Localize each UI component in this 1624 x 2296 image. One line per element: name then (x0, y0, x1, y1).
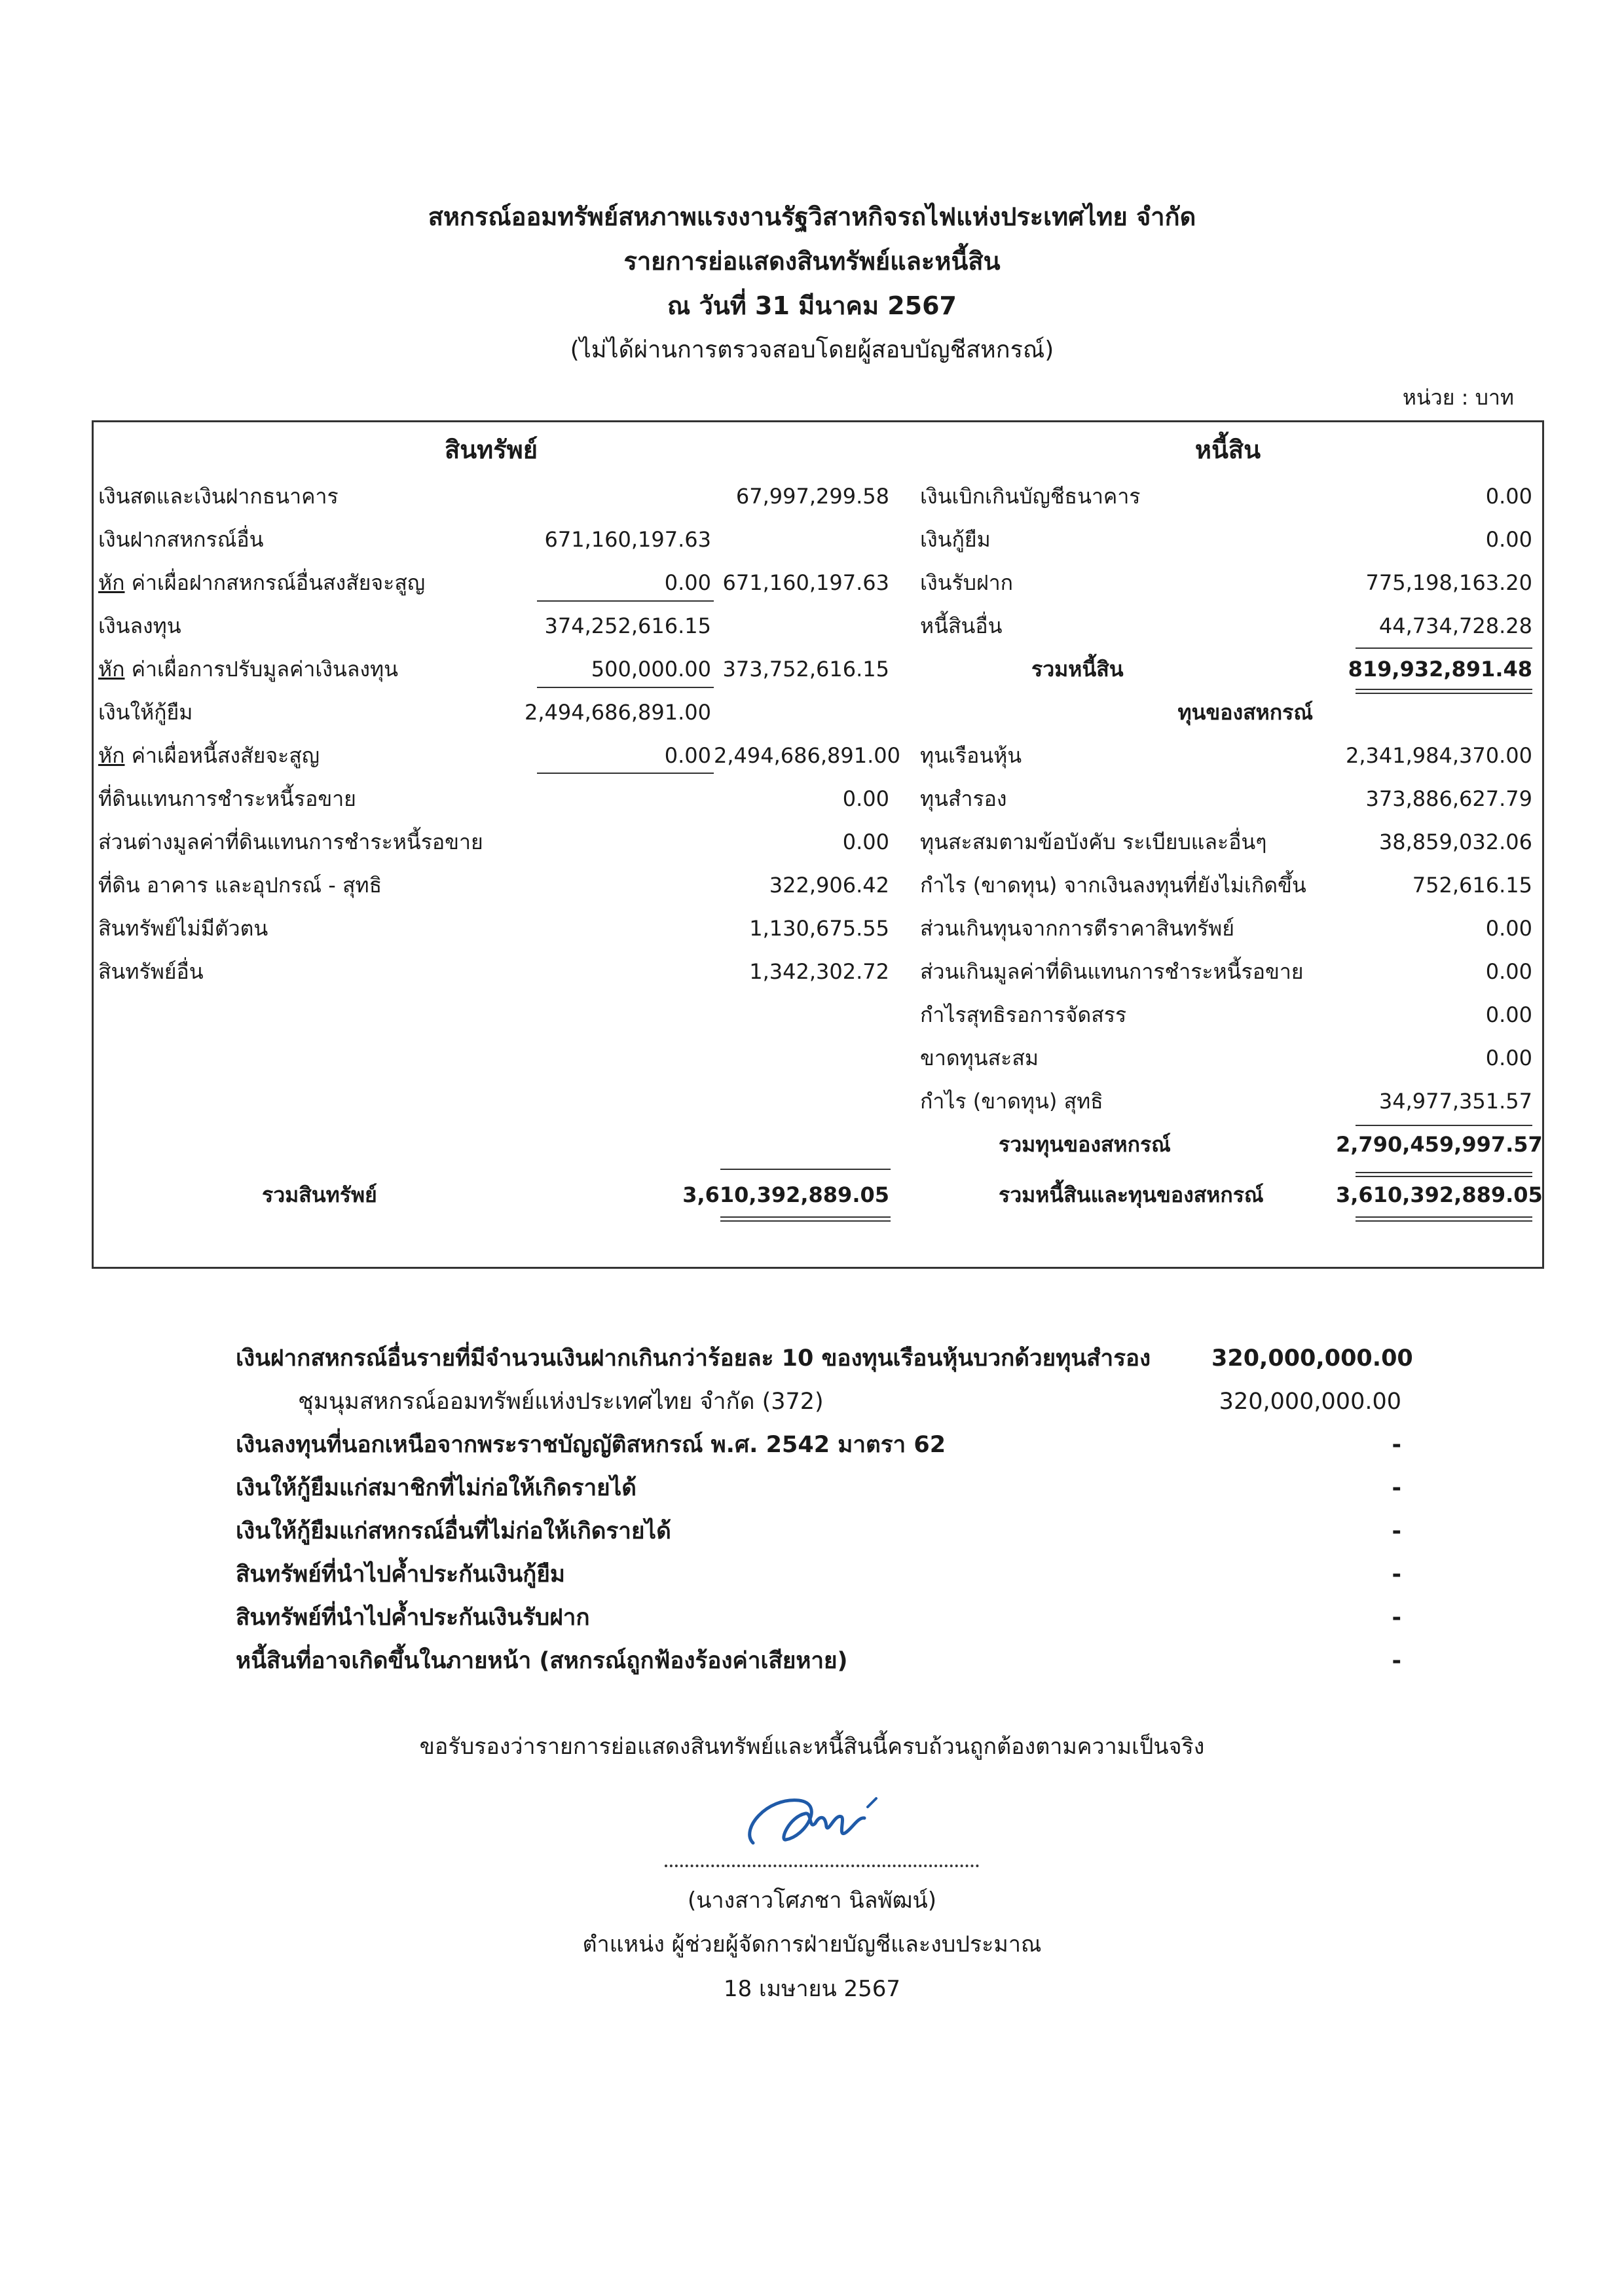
total-equity-value: 2,790,459,997.57 (1336, 1132, 1543, 1157)
equity-label: ส่วนเกินทุนจากการตีราคาสินทรัพย์ (920, 916, 1234, 941)
equity-heading: ทุนของสหกรณ์ (1177, 700, 1313, 725)
total-liabilities-value: 819,932,891.48 (1348, 657, 1532, 682)
note-label: เงินให้กู้ยืมแก่สมาชิกที่ไม่ก่อให้เกิดรายได้ (236, 1475, 637, 1501)
asset-label-text: เงินลงทุน (98, 613, 181, 638)
note-value: - (1392, 1432, 1401, 1458)
note-label: สินทรัพย์ที่นำไปค้ำประกันเงินรับฝาก (236, 1605, 590, 1631)
subtotal-line (537, 773, 714, 774)
less-label: หัก (98, 743, 125, 768)
equity-value: 34,977,351.57 (1378, 1089, 1532, 1114)
report-title: รายการย่อแสดงสินทรัพย์และหนี้สิน (623, 247, 1001, 276)
asset-label-text: ค่าเผื่อหนี้สงสัยจะสูญ (124, 743, 320, 768)
asset-label-text: ที่ดิน อาคาร และอุปกรณ์ - สุทธิ (98, 873, 382, 898)
equity-value: 752,616.15 (1412, 873, 1532, 898)
equity-label: กำไร (ขาดทุน) สุทธิ (920, 1089, 1103, 1114)
equity-value: 38,859,032.06 (1378, 829, 1532, 854)
certification-statement: ขอรับรองว่ารายการย่อแสดงสินทรัพย์และหนี้สินนี้ครบถ้วนถูกต้องตามความเป็นจริง (419, 1734, 1205, 1760)
less-label: หัก (98, 657, 125, 682)
total-line (720, 1169, 891, 1170)
asset-label (98, 787, 356, 811)
asset-sub-value: 671,160,197.63 (544, 527, 711, 552)
asset-label (98, 701, 193, 724)
total-double-line (720, 1216, 891, 1222)
equity-label: กำไร (ขาดทุน) จากเงินลงทุนที่ยังไม่เกิดขึ้น (920, 873, 1306, 898)
asset-label (98, 744, 320, 767)
subtotal-line (537, 687, 714, 688)
org-title: สหกรณ์ออมทรัพย์สหภาพแรงงานรัฐวิสาหกิจรถไฟแห่งประเทศไทย จำกัด (428, 202, 1196, 231)
equity-label: กำไรสุทธิรอการจัดสรร (920, 1002, 1127, 1027)
report-date: ณ วันที่ 31 มีนาคม 2567 (667, 291, 957, 320)
total-assets-label: รวมสินทรัพย์ (262, 1182, 377, 1207)
subtotal-line (1356, 1125, 1532, 1126)
total-double-line (1356, 1216, 1532, 1222)
asset-label-text: สินทรัพย์อื่น (98, 959, 204, 984)
asset-label (98, 830, 483, 854)
equity-value: 2,341,984,370.00 (1346, 743, 1532, 768)
equity-label: ทุนเรือนหุ้น (920, 743, 1022, 768)
asset-label (98, 528, 264, 551)
equity-value: 0.00 (1485, 959, 1532, 984)
note-value: - (1392, 1518, 1401, 1544)
equity-label: ขาดทุนสะสม (920, 1046, 1039, 1070)
asset-total-value: 322,906.42 (769, 873, 889, 898)
signer-name: (นางสาวโศภชา นิลพัฒน์) (687, 1887, 937, 1914)
unit-label: หน่วย : บาท (1402, 385, 1514, 410)
note-value: - (1392, 1475, 1401, 1501)
asset-total-value: 1,342,302.72 (749, 959, 889, 984)
asset-label (98, 571, 425, 594)
equity-label: ทุนสะสมตามข้อบังคับ ระเบียบและอื่นๆ (920, 829, 1267, 854)
note-label: สินทรัพย์ที่นำไปค้ำประกันเงินกู้ยืม (236, 1561, 565, 1588)
equity-value: 0.00 (1485, 916, 1532, 941)
note-value: - (1392, 1561, 1401, 1588)
asset-sub-value: 0.00 (664, 570, 711, 595)
asset-label (98, 960, 204, 983)
liability-label: เงินกู้ยืม (920, 527, 991, 552)
assets-heading: สินทรัพย์ (445, 435, 538, 464)
asset-total-value: 2,494,686,891.00 (714, 743, 900, 768)
note-label: เงินให้กู้ยืมแก่สหกรณ์อื่นที่ไม่ก่อให้เกิดรายได้ (236, 1518, 671, 1544)
note-value: - (1392, 1648, 1401, 1674)
asset-label (98, 873, 382, 897)
asset-label-text: เงินให้กู้ยืม (98, 700, 193, 725)
audit-note: (ไม่ได้ผ่านการตรวจสอบโดยผู้สอบบัญชีสหกรณ์) (570, 337, 1054, 363)
total-double-line (1356, 689, 1532, 694)
signature-line (665, 1865, 979, 1867)
asset-sub-value: 0.00 (664, 743, 711, 768)
note-label: ชุมนุมสหกรณ์ออมทรัพย์แห่งประเทศไทย จำกัด (372) (298, 1389, 824, 1415)
asset-sub-value: 374,252,616.15 (544, 613, 711, 638)
equity-value: 0.00 (1485, 1002, 1532, 1027)
asset-sub-value: 2,494,686,891.00 (525, 700, 711, 725)
liability-label: หนี้สินอื่น (920, 613, 1003, 638)
liability-label: เงินเบิกเกินบัญชีธนาคาร (920, 484, 1141, 509)
asset-label (98, 657, 398, 681)
note-label: เงินลงทุนที่นอกเหนือจากพระราชบัญญัติสหกรณ์ พ.ศ. 2542 มาตรา 62 (236, 1432, 946, 1458)
asset-total-value: 1,130,675.55 (749, 916, 889, 941)
total-liab-equity-label: รวมหนี้สินและทุนของสหกรณ์ (999, 1182, 1264, 1207)
note-label: หนี้สินที่อาจเกิดขึ้นในภายหน้า (สหกรณ์ถูกฟ้องร้องค่าเสียหาย) (236, 1648, 848, 1674)
liability-value: 44,734,728.28 (1378, 613, 1532, 638)
liabilities-heading: หนี้สิน (1194, 435, 1261, 464)
signed-date: 18 เมษายน 2567 (723, 1976, 901, 2002)
equity-label: ส่วนเกินมูลค่าที่ดินแทนการชำระหนี้รอขาย (920, 959, 1304, 984)
asset-label-text: ค่าเผื่อฝากสหกรณ์อื่นสงสัยจะสูญ (124, 570, 426, 595)
liability-value: 0.00 (1485, 527, 1532, 552)
equity-label: ทุนสำรอง (920, 786, 1007, 811)
total-liab-equity-value: 3,610,392,889.05 (1336, 1182, 1543, 1207)
subtotal-line (1356, 647, 1532, 649)
note-value: - (1392, 1605, 1401, 1631)
note-value: 320,000,000.00 (1211, 1345, 1413, 1372)
asset-label (98, 917, 268, 940)
signature-image (727, 1777, 936, 1863)
asset-label-text: ค่าเผื่อการปรับมูลค่าเงินลงทุน (124, 657, 398, 682)
total-equity-label: รวมทุนของสหกรณ์ (999, 1132, 1171, 1157)
less-label: หัก (98, 570, 125, 595)
asset-total-value: 671,160,197.63 (722, 570, 889, 595)
signer-position: ตำแหน่ง ผู้ช่วยผู้จัดการฝ่ายบัญชีและงบประมาณ (582, 1931, 1042, 1958)
asset-label (98, 614, 181, 638)
liability-label: เงินรับฝาก (920, 570, 1014, 595)
asset-label (98, 484, 339, 508)
equity-value: 373,886,627.79 (1365, 786, 1532, 811)
total-assets-value: 3,610,392,889.05 (682, 1182, 889, 1207)
liability-value: 0.00 (1485, 484, 1532, 509)
asset-total-value: 373,752,616.15 (722, 657, 889, 682)
asset-label-text: เงินฝากสหกรณ์อื่น (98, 527, 264, 552)
asset-total-value: 67,997,299.58 (735, 484, 889, 509)
note-value: 320,000,000.00 (1219, 1389, 1401, 1415)
total-liabilities-label: รวมหนี้สิน (1031, 657, 1124, 682)
note-label: เงินฝากสหกรณ์อื่นรายที่มีจำนวนเงินฝากเกินกว่าร้อยละ 10 ของทุนเรือนหุ้นบวกด้วยทุนสำรอง (236, 1345, 1151, 1372)
asset-label-text: สินทรัพย์ไม่มีตัวตน (98, 916, 268, 941)
total-double-line (1356, 1172, 1532, 1177)
equity-value: 0.00 (1485, 1046, 1532, 1070)
asset-label-text: ที่ดินแทนการชำระหนี้รอขาย (98, 786, 356, 811)
asset-total-value: 0.00 (842, 829, 889, 854)
asset-label-text: เงินสดและเงินฝากธนาคาร (98, 484, 339, 509)
asset-sub-value: 500,000.00 (591, 657, 711, 682)
asset-label-text: ส่วนต่างมูลค่าที่ดินแทนการชำระหนี้รอขาย (98, 829, 483, 854)
liability-value: 775,198,163.20 (1365, 570, 1532, 595)
asset-total-value: 0.00 (842, 786, 889, 811)
subtotal-line (537, 600, 714, 602)
